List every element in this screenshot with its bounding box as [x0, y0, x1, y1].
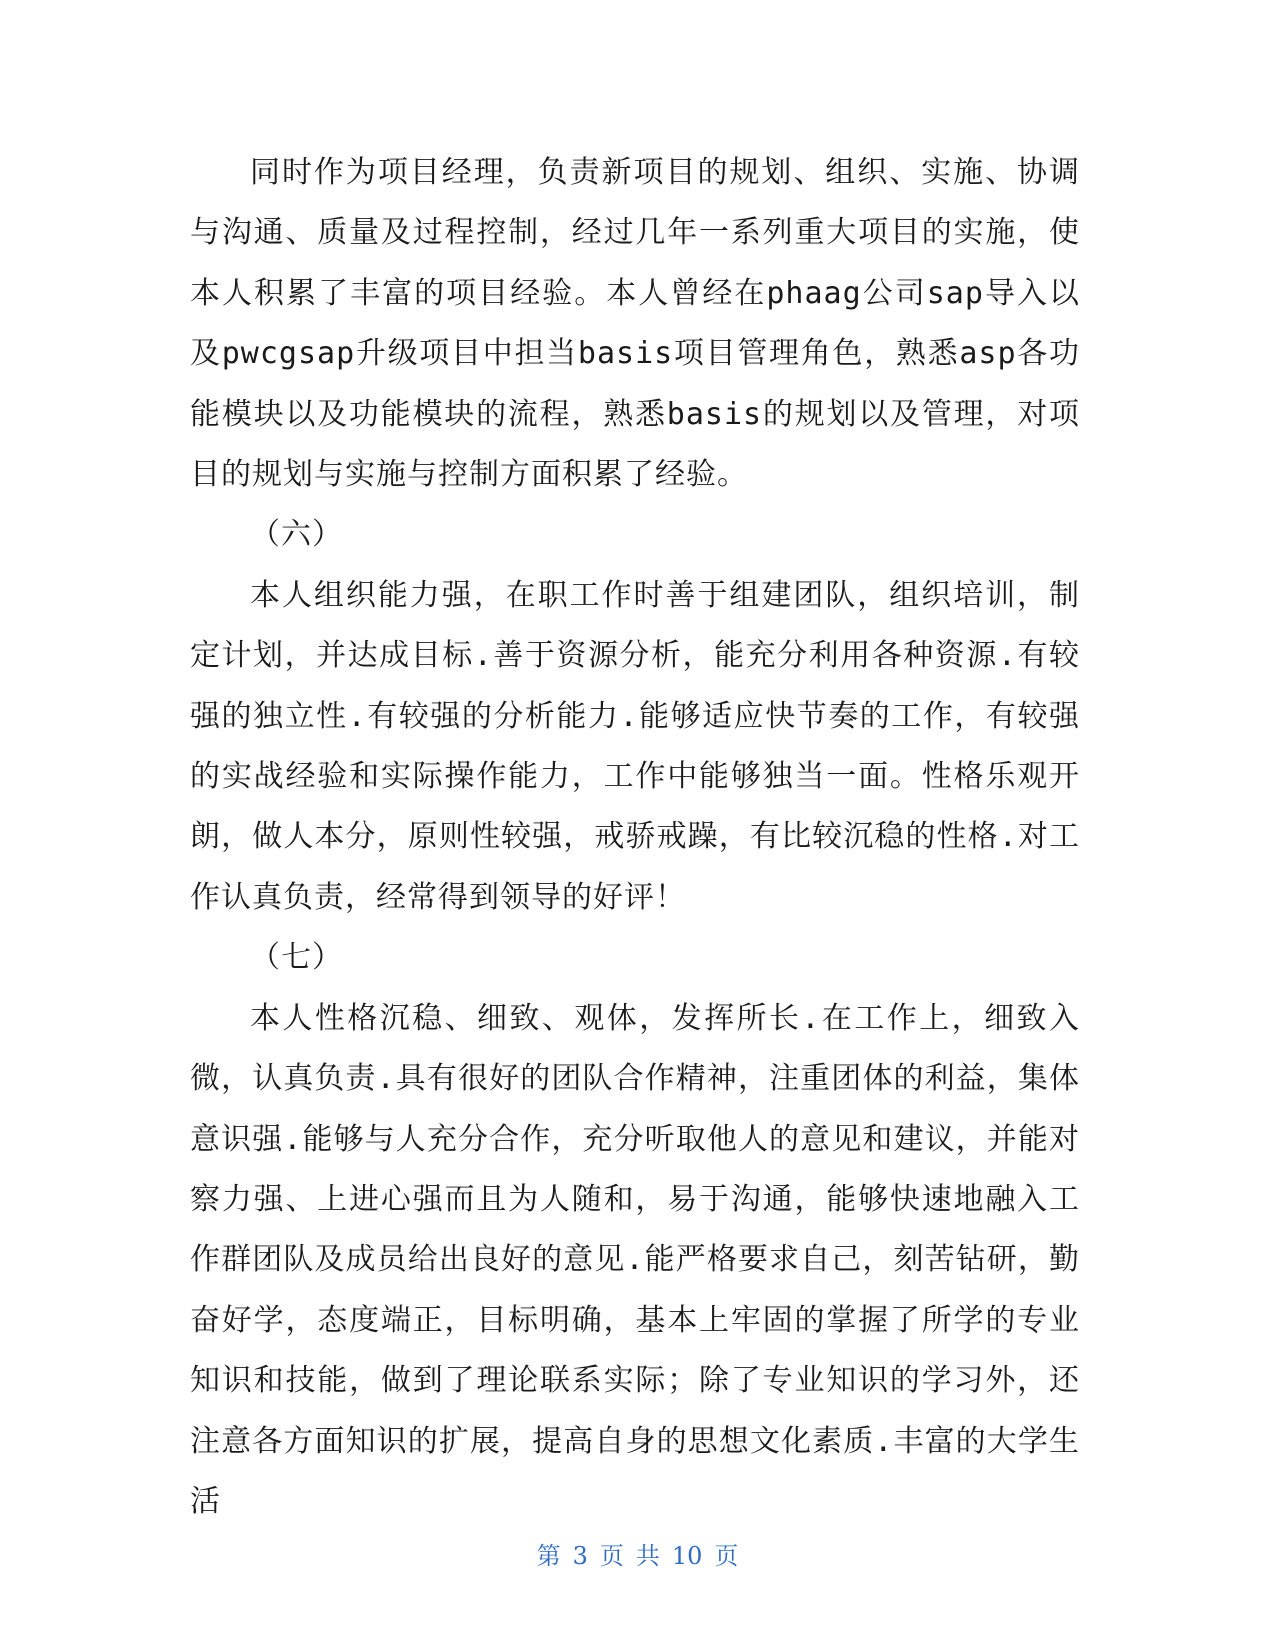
footer-current-page: 3: [572, 1542, 588, 1570]
paragraph-personality: 本人性格沉稳、细致、观体，发挥所长.在工作上，细致入微，认真负责.具有很好的团队合作精神，注重团体的利益，集体意识强.能够与人充分合作，充分听取他人的意见和建议，并能对察力强、上进心强而且为人随和，易于沟通，能够快速地融入工作群团队及成员给出良好的意见.能严格要求自己，刻苦钻研，勤奋好学，态度端正，目标明确，基本上牢固的掌握了所学的专业知识和技能，做到了理论联系实际；除了专业知识的学习外，还注意各方面知识的扩展，提高自身的思想文化素质.丰富的大学生活: [190, 1000, 1080, 1519]
footer-label-total: 共: [635, 1542, 660, 1570]
paragraph-organization-ability: 本人组织能力强，在职工作时善于组建团队，组织培训，制定计划，并达成目标.善于资源分析，能充分利用各种资源.有较强的独立性.有较强的分析能力.能够适应快节奏的工作，有较强的实战经验和实际操作能力，工作中能够独当一面。性格乐观开朗，做人本分，原则性较强，戒骄戒躁，有比较沉稳的性格.对工作认真负责，经常得到领导的好评！: [190, 577, 1080, 915]
footer-label-page: 第: [536, 1542, 561, 1570]
footer-label-page-unit: 页: [599, 1542, 624, 1570]
page-footer: [0, 1536, 1275, 1571]
document-body: [190, 143, 1080, 1532]
footer-label-total-unit: 页: [714, 1542, 739, 1570]
section-heading-six: （六）: [250, 517, 343, 553]
section-heading-seven: （七）: [250, 940, 343, 976]
paragraph-project-manager: 同时作为项目经理，负责新项目的规划、组织、实施、协调与沟通、质量及过程控制，经过几年一系列重大项目的实施，使本人积累了丰富的项目经验。本人曾经在phaag公司sap导入以及pwcgsap升级项目中担当basis项目管理角色，熟悉asp各功能模块以及功能模块的流程，熟悉basis的规划以及管理，对项目的规划与实施与控制方面积累了经验。: [190, 155, 1080, 493]
footer-total-pages: 10: [671, 1542, 703, 1570]
